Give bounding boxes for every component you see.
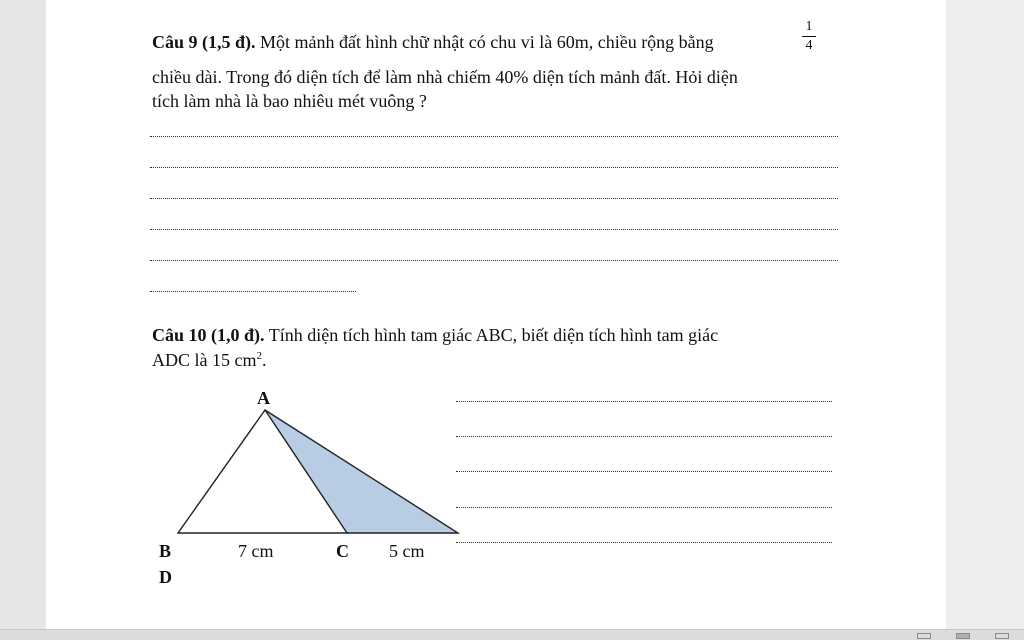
answer-line[interactable] (456, 436, 832, 437)
q10-text-1: Tính diện tích hình tam giác ABC, biết diện tích hình tam giác (268, 325, 719, 345)
read-mode-icon[interactable] (917, 633, 931, 639)
label-A: A (257, 388, 270, 408)
label-CD-length: 5 cm (389, 541, 425, 561)
q9-text-3: tích làm nhà là bao nhiêu mét vuông ? (152, 91, 427, 111)
label-C: C (336, 541, 349, 561)
label-B: B (159, 541, 172, 561)
label-D: D (159, 567, 172, 587)
answer-line[interactable] (456, 471, 832, 472)
q10-superscript: 2 (256, 350, 262, 362)
q9-text-2: chiều dài. Trong đó diện tích để làm nhà chiếm 40% diện tích mảnh đất. Hỏi diện (152, 67, 738, 87)
print-layout-icon[interactable] (956, 633, 970, 639)
status-bar (0, 629, 1024, 640)
answer-line[interactable] (456, 401, 832, 402)
answer-line[interactable] (456, 542, 832, 543)
right-gutter (946, 0, 1024, 629)
q9-label: Câu 9 (1,5 đ). (152, 32, 256, 52)
q9-fraction-numerator: 1 (805, 19, 813, 34)
q9-text-1: Một mảnh đất hình chữ nhật có chu vi là 60m, chiều rộng bằng (260, 32, 714, 52)
answer-line[interactable] (456, 507, 832, 508)
q10-label: Câu 10 (1,0 đ). (152, 325, 265, 345)
q10-text-2-end: . (261, 350, 267, 370)
label-BC-length: 7 cm (238, 541, 274, 561)
q10-text-2: ADC là 15 cm (152, 350, 257, 370)
document-page (46, 0, 946, 629)
triangle-figure (46, 0, 946, 629)
web-layout-icon[interactable] (995, 633, 1009, 639)
q9-fraction-denominator: 4 (805, 38, 813, 53)
